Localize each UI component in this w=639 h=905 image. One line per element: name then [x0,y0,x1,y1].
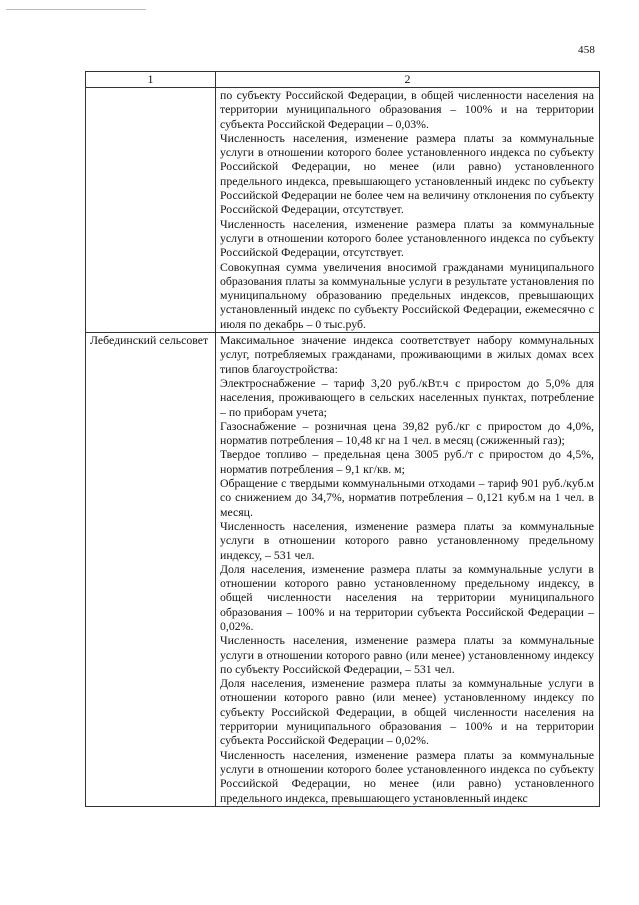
paragraph: Электроснабжение – тариф 3,20 руб./кВт.ч с приростом до 5,0% для населения, проживающего в сельских населенных пунктах, потребление – по приборам учета; [220,375,594,419]
table-row [86,333,600,807]
page-number: 458 [578,44,596,56]
row-name-cell [86,88,216,333]
paragraph: Газоснабжение – розничная цена 39,82 руб./кг с приростом до 4,0%, норматив потребления – 10,48 кг на 1 чел. в месяц (сжиженный газ); [220,418,594,448]
paragraph: Доля населения, изменение размера платы за коммунальные услуги в отношении которого равно установленному предельному индексу, в общей численности населения на территории муниципального образования – 100% и на территории субъекта Российской Федерации – 0,02%. [220,561,594,633]
scan-edge-line [6,9,146,10]
table-row [86,88,600,333]
paragraph: Численность населения, изменение размера платы за коммунальные услуги в отношении которого равно (или менее) установленному индексу по субъекту Российской Федерации, – 531 чел. [220,633,594,676]
paragraph: Твердое топливо – предельная цена 3005 руб./т с приростом до 4,5%, норматив потребления – 9,1 кг/кв. м; [220,447,594,476]
paragraph: Доля населения, изменение размера платы за коммунальные услуги в отношении которого равно (или менее) установленному индексу по субъекту Российской Федерации, в общей численности населения на территории муниципального образования – 100% и на территории субъекта Российской Федерации – 0,02%. [220,676,594,748]
row-text-cell [216,88,600,333]
data-table [85,71,600,807]
row-name-cell: Лебединский сельсовет [86,333,216,807]
header-col-1: 1 [86,72,216,88]
paragraph: Численность населения, изменение размера платы за коммунальные услуги в отношении которого равно установленному предельному индексу, – 531 чел. [220,518,594,562]
row-text-cell [216,333,600,807]
paragraph: Численность населения, изменение размера платы за коммунальные услуги в отношении которого более установленного индекса по субъекту Российской Федерации, но менее (или равно) установленного предельного индекса, превышающего установленный индекс по субъекту Российской Федерации не более чем на величину отклонения по субъекту Российской Федерации, отсутствует. [220,130,594,217]
header-col-2: 2 [216,72,600,88]
paragraph: Максимальное значение индекса соответствует набору коммунальных услуг, потребляемых гражданами, проживающими в жилых домах всех типов благоустройства: [220,333,594,376]
paragraph: Совокупная сумма увеличения вносимой гражданами муниципального образования платы за коммунальные услуги в результате установления по муниципальному образованию предельных индексов, превышающих установленный индекс по субъекту Российской Федерации, ежемесячно с июля по декабрь – 0 тыс.руб. [220,259,594,331]
paragraph: по субъекту Российской Федерации, в общей численности населения на территории муниципального образования – 100% и на территории субъекта Российской Федерации – 0,03%. [220,88,594,131]
paragraph: Численность населения, изменение размера платы за коммунальные услуги в отношении которого более установленного индекса по субъекту Российской Федерации, отсутствует. [220,216,594,260]
paragraph: Обращение с твердыми коммунальными отходами – тариф 901 руб./куб.м со снижением до 34,7%, норматив потребления – 0,121 куб.м на 1 чел. в месяц. [220,476,594,519]
table-header-row [86,72,600,88]
paragraph: Численность населения, изменение размера платы за коммунальные услуги в отношении которого более установленного индекса по субъекту Российской Федерации, но менее (или равно) установленного предельного индекса, превышающего установленный индекс [220,747,594,805]
